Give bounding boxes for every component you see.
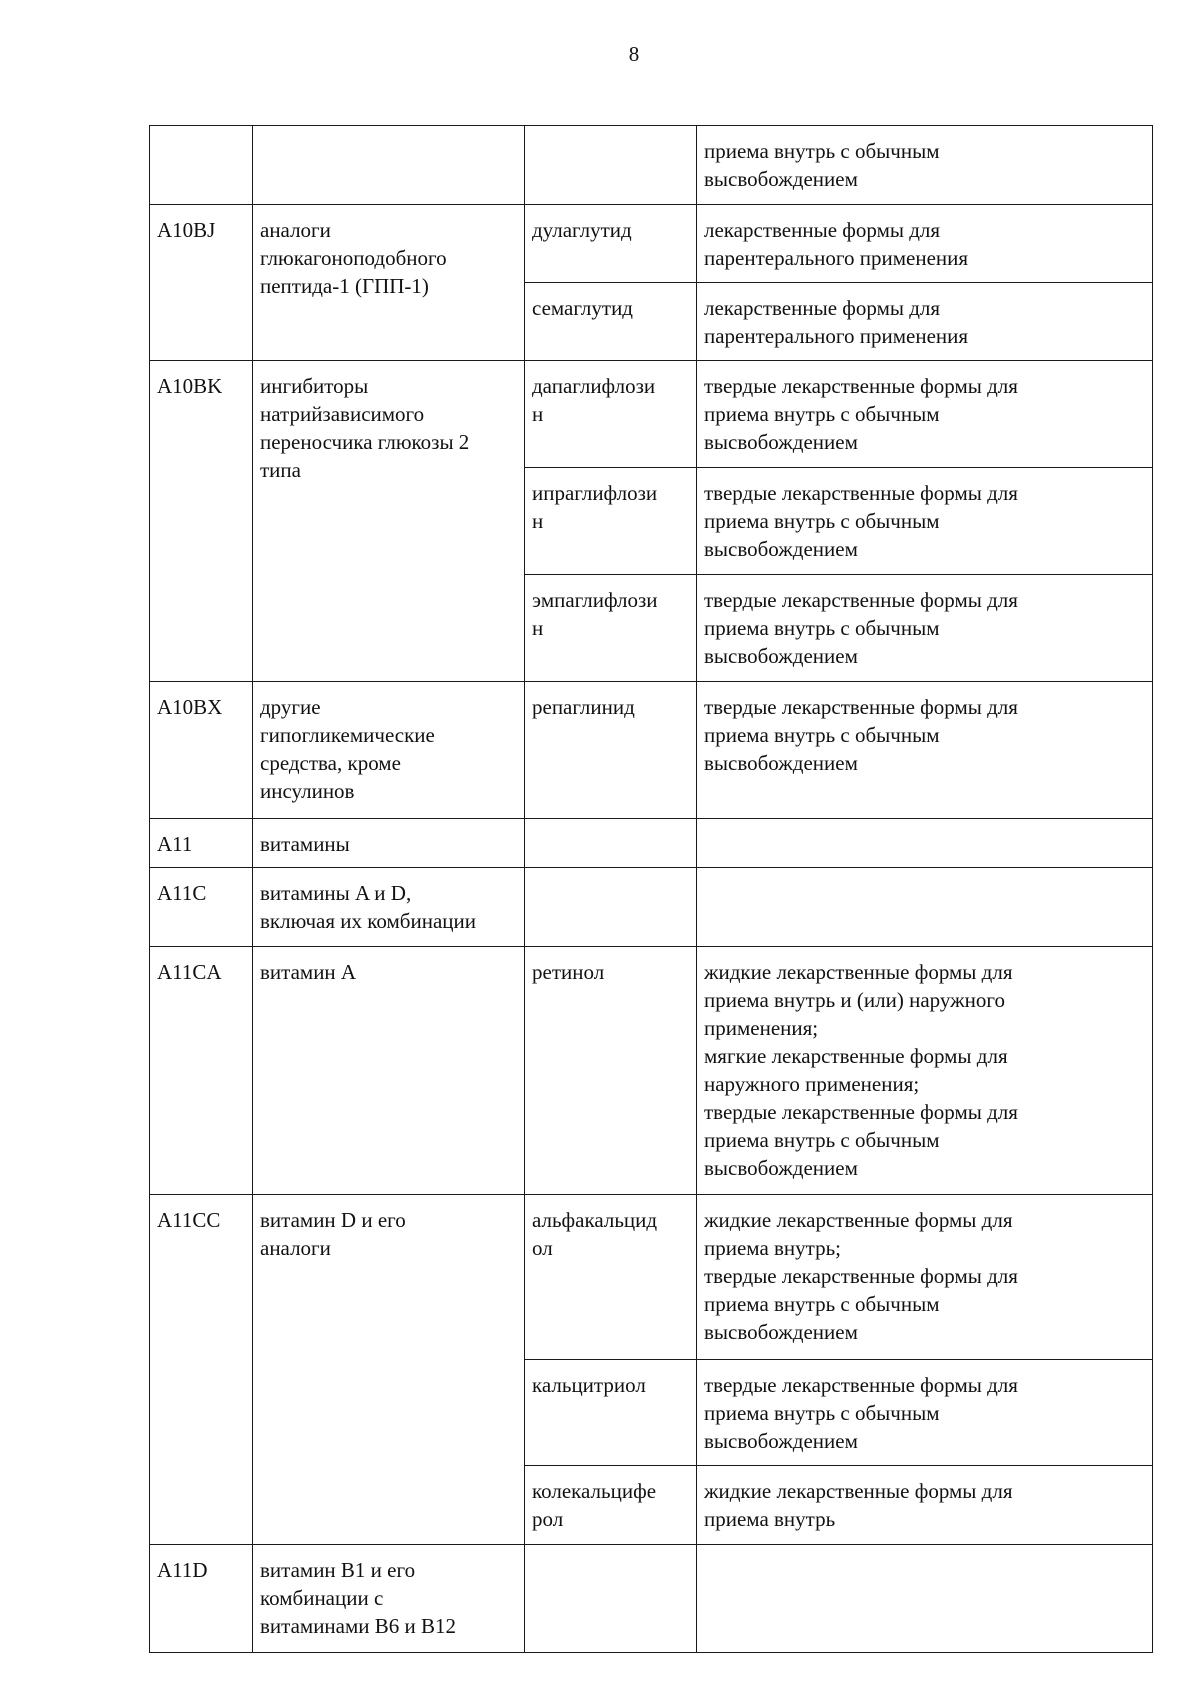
drug-table [149,125,1153,1653]
dosage-forms-cell: лекарственные формы для парентерального применения [697,205,1153,283]
group-name-cell [253,126,525,205]
drug-name-cell: ипраглифлози н [525,468,697,575]
atc-code-cell: A11C [150,868,253,947]
page-number: 8 [628,42,640,66]
dosage-forms-cell: твердые лекарственные формы для приема внутрь с обычным высвобождением [697,682,1153,819]
table-row [150,947,1153,1195]
table-row [150,205,1153,283]
table-row [150,819,1153,868]
group-name-cell: ингибиторы натрийзависимого переносчика глюкозы 2 типа [253,361,525,682]
dosage-forms-cell: приема внутрь с обычным высвобождением [697,126,1153,205]
drug-name-cell: кальцитриол [525,1360,697,1466]
drug-name-cell: эмпаглифлози н [525,575,697,682]
dosage-forms-cell: твердые лекарственные формы для приема внутрь с обычным высвобождением [697,575,1153,682]
atc-code-cell: A10BJ [150,205,253,361]
atc-code-cell [150,126,253,205]
group-name-cell: другие гипогликемические средства, кроме инсулинов [253,682,525,819]
group-name-cell: витамины [253,819,525,868]
atc-code-cell: A10BX [150,682,253,819]
dosage-forms-cell: жидкие лекарственные формы для приема внутрь и (или) наружного применения; мягкие лекарственные формы для наружного применения; твердые лекарственные формы для приема внутрь с обычным высвобождением [697,947,1153,1195]
drug-name-cell: дапаглифлози н [525,361,697,468]
group-name-cell: витамин D и его аналоги [253,1195,525,1545]
dosage-forms-cell: лекарственные формы для парентерального применения [697,283,1153,361]
dosage-forms-cell: твердые лекарственные формы для приема внутрь с обычным высвобождением [697,361,1153,468]
group-name-cell: витамин A [253,947,525,1195]
atc-code-cell: A11D [150,1545,253,1653]
group-name-cell: витамин B1 и его комбинации с витаминами B6 и B12 [253,1545,525,1653]
drug-name-cell: альфакальцид ол [525,1195,697,1360]
atc-code-cell: A11CA [150,947,253,1195]
dosage-forms-cell [697,868,1153,947]
table-row [150,126,1153,205]
drug-name-cell: дулаглутид [525,205,697,283]
drug-name-cell [525,1545,697,1653]
dosage-forms-cell: твердые лекарственные формы для приема внутрь с обычным высвобождением [697,468,1153,575]
dosage-forms-cell: жидкие лекарственные формы для приема внутрь; твердые лекарственные формы для приема внутрь с обычным высвобождением [697,1195,1153,1360]
dosage-forms-cell [697,1545,1153,1653]
table-row [150,868,1153,947]
drug-name-cell: репаглинид [525,682,697,819]
dosage-forms-cell [697,819,1153,868]
atc-code-cell: A11 [150,819,253,868]
dosage-forms-cell: твердые лекарственные формы для приема внутрь с обычным высвобождением [697,1360,1153,1466]
group-name-cell: аналоги глюкагоноподобного пептида-1 (ГПП-1) [253,205,525,361]
drug-name-cell: семаглутид [525,283,697,361]
drug-name-cell [525,819,697,868]
group-name-cell: витамины A и D, включая их комбинации [253,868,525,947]
table-row [150,361,1153,468]
drug-name-cell [525,868,697,947]
atc-code-cell: A10BK [150,361,253,682]
drug-name-cell [525,126,697,205]
drug-name-cell: ретинол [525,947,697,1195]
table-row [150,1545,1153,1653]
drug-name-cell: колекальцифе рол [525,1466,697,1545]
table-row [150,682,1153,819]
table-row [150,1195,1153,1360]
dosage-forms-cell: жидкие лекарственные формы для приема внутрь [697,1466,1153,1545]
atc-code-cell: A11CC [150,1195,253,1545]
